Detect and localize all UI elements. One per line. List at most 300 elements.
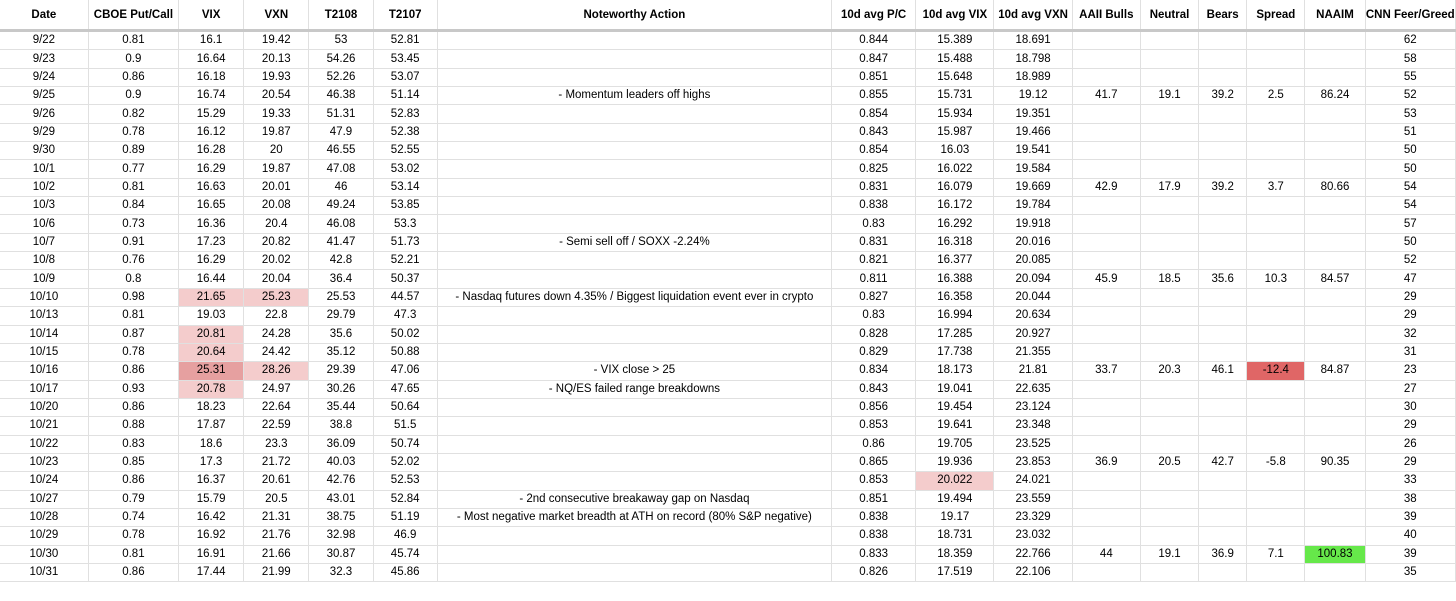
- cell-t2108[interactable]: 35.6: [309, 325, 373, 343]
- cell-aaii-bulls[interactable]: [1072, 197, 1140, 215]
- cell-spread[interactable]: [1247, 215, 1305, 233]
- cell-10d-avg-vix[interactable]: 19.641: [916, 417, 994, 435]
- cell-noteworthy-action[interactable]: [437, 527, 831, 545]
- cell-10d-avg-vix[interactable]: 15.488: [916, 50, 994, 68]
- cell-cboe-put-call[interactable]: 0.78: [88, 527, 178, 545]
- cell-10d-avg-pc[interactable]: 0.838: [832, 527, 916, 545]
- cell-cboe-put-call[interactable]: 0.85: [88, 453, 178, 471]
- cell-10d-avg-vxn[interactable]: 20.044: [994, 288, 1072, 306]
- cell-vix[interactable]: 20.81: [179, 325, 244, 343]
- cell-noteworthy-action[interactable]: [437, 453, 831, 471]
- cell-spread[interactable]: 3.7: [1247, 178, 1305, 196]
- cell-t2107[interactable]: 46.9: [373, 527, 437, 545]
- cell-cboe-put-call[interactable]: 0.82: [88, 105, 178, 123]
- cell-cboe-put-call[interactable]: 0.81: [88, 31, 178, 50]
- cell-bears[interactable]: [1199, 380, 1247, 398]
- cell-vix[interactable]: 21.65: [179, 288, 244, 306]
- cell-aaii-bulls[interactable]: [1072, 68, 1140, 86]
- cell-cboe-put-call[interactable]: 0.84: [88, 197, 178, 215]
- cell-10d-avg-vxn[interactable]: 22.766: [994, 545, 1072, 563]
- col-header-bears[interactable]: Bears: [1199, 0, 1247, 31]
- cell-naaim[interactable]: [1305, 288, 1365, 306]
- cell-cnn-fear-greed[interactable]: 47: [1365, 270, 1455, 288]
- cell-cnn-fear-greed[interactable]: 29: [1365, 417, 1455, 435]
- cell-cnn-fear-greed[interactable]: 40: [1365, 527, 1455, 545]
- cell-noteworthy-action[interactable]: [437, 197, 831, 215]
- cell-neutral[interactable]: [1140, 288, 1198, 306]
- cell-naaim[interactable]: [1305, 472, 1365, 490]
- cell-vxn[interactable]: 19.33: [244, 105, 309, 123]
- cell-10d-avg-pc[interactable]: 0.851: [832, 68, 916, 86]
- cell-vix[interactable]: 16.92: [179, 527, 244, 545]
- cell-10d-avg-pc[interactable]: 0.854: [832, 105, 916, 123]
- cell-spread[interactable]: [1247, 197, 1305, 215]
- cell-neutral[interactable]: [1140, 160, 1198, 178]
- cell-vix[interactable]: 16.65: [179, 197, 244, 215]
- cell-t2107[interactable]: 52.55: [373, 142, 437, 160]
- cell-10d-avg-vix[interactable]: 16.079: [916, 178, 994, 196]
- cell-date[interactable]: 9/24: [0, 68, 88, 86]
- cell-aaii-bulls[interactable]: [1072, 325, 1140, 343]
- cell-cnn-fear-greed[interactable]: 50: [1365, 233, 1455, 251]
- cell-cnn-fear-greed[interactable]: 38: [1365, 490, 1455, 508]
- cell-cnn-fear-greed[interactable]: 31: [1365, 343, 1455, 361]
- cell-10d-avg-pc[interactable]: 0.828: [832, 325, 916, 343]
- cell-date[interactable]: 9/30: [0, 142, 88, 160]
- cell-10d-avg-pc[interactable]: 0.83: [832, 307, 916, 325]
- cell-t2107[interactable]: 52.53: [373, 472, 437, 490]
- cell-vxn[interactable]: 20.04: [244, 270, 309, 288]
- cell-bears[interactable]: 42.7: [1199, 453, 1247, 471]
- cell-cnn-fear-greed[interactable]: 52: [1365, 252, 1455, 270]
- cell-vix[interactable]: 16.36: [179, 215, 244, 233]
- cell-naaim[interactable]: 84.87: [1305, 362, 1365, 380]
- cell-spread[interactable]: [1247, 435, 1305, 453]
- cell-cnn-fear-greed[interactable]: 39: [1365, 545, 1455, 563]
- cell-10d-avg-vix[interactable]: 16.292: [916, 215, 994, 233]
- cell-cboe-put-call[interactable]: 0.83: [88, 435, 178, 453]
- cell-cboe-put-call[interactable]: 0.73: [88, 215, 178, 233]
- cell-cboe-put-call[interactable]: 0.8: [88, 270, 178, 288]
- cell-aaii-bulls[interactable]: [1072, 252, 1140, 270]
- cell-bears[interactable]: 39.2: [1199, 178, 1247, 196]
- cell-vix[interactable]: 16.74: [179, 87, 244, 105]
- cell-aaii-bulls[interactable]: 36.9: [1072, 453, 1140, 471]
- cell-10d-avg-vix[interactable]: 19.17: [916, 508, 994, 526]
- cell-10d-avg-pc[interactable]: 0.853: [832, 417, 916, 435]
- cell-naaim[interactable]: [1305, 142, 1365, 160]
- cell-cboe-put-call[interactable]: 0.86: [88, 563, 178, 581]
- cell-aaii-bulls[interactable]: [1072, 123, 1140, 141]
- cell-bears[interactable]: [1199, 31, 1247, 50]
- cell-10d-avg-pc[interactable]: 0.855: [832, 87, 916, 105]
- cell-aaii-bulls[interactable]: 41.7: [1072, 87, 1140, 105]
- cell-aaii-bulls[interactable]: 33.7: [1072, 362, 1140, 380]
- cell-10d-avg-vix[interactable]: 17.285: [916, 325, 994, 343]
- cell-10d-avg-vix[interactable]: 15.389: [916, 31, 994, 50]
- cell-10d-avg-vix[interactable]: 16.358: [916, 288, 994, 306]
- cell-t2107[interactable]: 50.37: [373, 270, 437, 288]
- cell-10d-avg-pc[interactable]: 0.83: [832, 215, 916, 233]
- cell-10d-avg-pc[interactable]: 0.831: [832, 178, 916, 196]
- cell-t2108[interactable]: 46.38: [309, 87, 373, 105]
- cell-vxn[interactable]: 24.97: [244, 380, 309, 398]
- cell-cnn-fear-greed[interactable]: 39: [1365, 508, 1455, 526]
- cell-neutral[interactable]: [1140, 31, 1198, 50]
- cell-vix[interactable]: 17.44: [179, 563, 244, 581]
- col-header-10d-avg-vix[interactable]: 10d avg VIX: [916, 0, 994, 31]
- cell-spread[interactable]: 10.3: [1247, 270, 1305, 288]
- cell-10d-avg-vxn[interactable]: 19.12: [994, 87, 1072, 105]
- cell-noteworthy-action[interactable]: - 2nd consecutive breakaway gap on Nasdaq: [437, 490, 831, 508]
- cell-cboe-put-call[interactable]: 0.86: [88, 362, 178, 380]
- cell-10d-avg-vix[interactable]: 16.022: [916, 160, 994, 178]
- cell-cboe-put-call[interactable]: 0.76: [88, 252, 178, 270]
- cell-cboe-put-call[interactable]: 0.86: [88, 472, 178, 490]
- cell-t2107[interactable]: 51.73: [373, 233, 437, 251]
- cell-noteworthy-action[interactable]: [437, 31, 831, 50]
- cell-vix[interactable]: 16.91: [179, 545, 244, 563]
- cell-10d-avg-vxn[interactable]: 18.989: [994, 68, 1072, 86]
- cell-t2107[interactable]: 53.14: [373, 178, 437, 196]
- cell-t2107[interactable]: 53.85: [373, 197, 437, 215]
- col-header-10d-avg-vxn[interactable]: 10d avg VXN: [994, 0, 1072, 31]
- cell-bears[interactable]: [1199, 508, 1247, 526]
- cell-t2108[interactable]: 30.87: [309, 545, 373, 563]
- cell-noteworthy-action[interactable]: - Most negative market breadth at ATH on record (80% S&P negative): [437, 508, 831, 526]
- cell-cnn-fear-greed[interactable]: 54: [1365, 178, 1455, 196]
- cell-10d-avg-vix[interactable]: 17.738: [916, 343, 994, 361]
- cell-date[interactable]: 10/10: [0, 288, 88, 306]
- cell-cnn-fear-greed[interactable]: 26: [1365, 435, 1455, 453]
- cell-cboe-put-call[interactable]: 0.89: [88, 142, 178, 160]
- col-header-cnn-fear-greed[interactable]: CNN Feer/Greed: [1365, 0, 1455, 31]
- cell-aaii-bulls[interactable]: [1072, 563, 1140, 581]
- cell-vxn[interactable]: 19.87: [244, 160, 309, 178]
- cell-t2108[interactable]: 47.08: [309, 160, 373, 178]
- col-header-t2108[interactable]: T2108: [309, 0, 373, 31]
- cell-vxn[interactable]: 19.87: [244, 123, 309, 141]
- cell-noteworthy-action[interactable]: [437, 50, 831, 68]
- col-header-neutral[interactable]: Neutral: [1140, 0, 1198, 31]
- cell-naaim[interactable]: [1305, 508, 1365, 526]
- cell-vix[interactable]: 16.37: [179, 472, 244, 490]
- col-header-10d-avg-pc[interactable]: 10d avg P/C: [832, 0, 916, 31]
- cell-date[interactable]: 10/3: [0, 197, 88, 215]
- cell-neutral[interactable]: [1140, 68, 1198, 86]
- cell-neutral[interactable]: [1140, 380, 1198, 398]
- cell-10d-avg-pc[interactable]: 0.853: [832, 472, 916, 490]
- cell-neutral[interactable]: [1140, 508, 1198, 526]
- cell-spread[interactable]: [1247, 252, 1305, 270]
- cell-cnn-fear-greed[interactable]: 57: [1365, 215, 1455, 233]
- cell-aaii-bulls[interactable]: [1072, 307, 1140, 325]
- cell-vix[interactable]: 16.18: [179, 68, 244, 86]
- cell-naaim[interactable]: [1305, 68, 1365, 86]
- cell-10d-avg-pc[interactable]: 0.826: [832, 563, 916, 581]
- cell-bears[interactable]: [1199, 142, 1247, 160]
- cell-bears[interactable]: [1199, 490, 1247, 508]
- cell-10d-avg-vxn[interactable]: 19.541: [994, 142, 1072, 160]
- cell-spread[interactable]: [1247, 563, 1305, 581]
- cell-date[interactable]: 10/9: [0, 270, 88, 288]
- cell-date[interactable]: 10/29: [0, 527, 88, 545]
- cell-noteworthy-action[interactable]: [437, 252, 831, 270]
- cell-naaim[interactable]: [1305, 160, 1365, 178]
- cell-naaim[interactable]: [1305, 197, 1365, 215]
- cell-vxn[interactable]: 21.99: [244, 563, 309, 581]
- cell-noteworthy-action[interactable]: - NQ/ES failed range breakdowns: [437, 380, 831, 398]
- cell-vxn[interactable]: 20.5: [244, 490, 309, 508]
- cell-cnn-fear-greed[interactable]: 32: [1365, 325, 1455, 343]
- cell-t2107[interactable]: 53.45: [373, 50, 437, 68]
- cell-cnn-fear-greed[interactable]: 55: [1365, 68, 1455, 86]
- cell-aaii-bulls[interactable]: [1072, 160, 1140, 178]
- cell-t2108[interactable]: 46.08: [309, 215, 373, 233]
- cell-10d-avg-pc[interactable]: 0.827: [832, 288, 916, 306]
- cell-date[interactable]: 10/16: [0, 362, 88, 380]
- cell-vix[interactable]: 20.78: [179, 380, 244, 398]
- cell-date[interactable]: 10/31: [0, 563, 88, 581]
- cell-noteworthy-action[interactable]: [437, 325, 831, 343]
- cell-aaii-bulls[interactable]: [1072, 472, 1140, 490]
- cell-bears[interactable]: [1199, 325, 1247, 343]
- cell-cnn-fear-greed[interactable]: 33: [1365, 472, 1455, 490]
- cell-bears[interactable]: [1199, 123, 1247, 141]
- cell-noteworthy-action[interactable]: [437, 343, 831, 361]
- cell-vxn[interactable]: 22.59: [244, 417, 309, 435]
- cell-t2108[interactable]: 54.26: [309, 50, 373, 68]
- cell-t2108[interactable]: 25.53: [309, 288, 373, 306]
- cell-spread[interactable]: [1247, 508, 1305, 526]
- cell-neutral[interactable]: 19.1: [1140, 545, 1198, 563]
- cell-date[interactable]: 9/26: [0, 105, 88, 123]
- cell-noteworthy-action[interactable]: [437, 417, 831, 435]
- cell-spread[interactable]: [1247, 68, 1305, 86]
- cell-bears[interactable]: [1199, 233, 1247, 251]
- cell-neutral[interactable]: [1140, 50, 1198, 68]
- cell-t2108[interactable]: 53: [309, 31, 373, 50]
- cell-vix[interactable]: 18.6: [179, 435, 244, 453]
- cell-t2107[interactable]: 51.19: [373, 508, 437, 526]
- cell-date[interactable]: 10/21: [0, 417, 88, 435]
- cell-10d-avg-pc[interactable]: 0.843: [832, 123, 916, 141]
- cell-10d-avg-pc[interactable]: 0.851: [832, 490, 916, 508]
- cell-noteworthy-action[interactable]: - VIX close > 25: [437, 362, 831, 380]
- cell-t2108[interactable]: 40.03: [309, 453, 373, 471]
- cell-t2108[interactable]: 52.26: [309, 68, 373, 86]
- cell-aaii-bulls[interactable]: [1072, 215, 1140, 233]
- cell-bears[interactable]: [1199, 197, 1247, 215]
- cell-noteworthy-action[interactable]: [437, 435, 831, 453]
- cell-vix[interactable]: 16.12: [179, 123, 244, 141]
- cell-10d-avg-pc[interactable]: 0.843: [832, 380, 916, 398]
- cell-vix[interactable]: 16.1: [179, 31, 244, 50]
- cell-naaim[interactable]: [1305, 123, 1365, 141]
- cell-10d-avg-pc[interactable]: 0.825: [832, 160, 916, 178]
- cell-10d-avg-vxn[interactable]: 23.559: [994, 490, 1072, 508]
- cell-bears[interactable]: 46.1: [1199, 362, 1247, 380]
- cell-bears[interactable]: 36.9: [1199, 545, 1247, 563]
- cell-naaim[interactable]: 84.57: [1305, 270, 1365, 288]
- cell-cnn-fear-greed[interactable]: 29: [1365, 288, 1455, 306]
- cell-cnn-fear-greed[interactable]: 53: [1365, 105, 1455, 123]
- cell-spread[interactable]: [1247, 31, 1305, 50]
- cell-10d-avg-vix[interactable]: 16.994: [916, 307, 994, 325]
- cell-10d-avg-pc[interactable]: 0.844: [832, 31, 916, 50]
- cell-neutral[interactable]: [1140, 417, 1198, 435]
- cell-spread[interactable]: [1247, 50, 1305, 68]
- cell-vix[interactable]: 15.79: [179, 490, 244, 508]
- cell-spread[interactable]: [1247, 398, 1305, 416]
- cell-bears[interactable]: [1199, 252, 1247, 270]
- cell-noteworthy-action[interactable]: - Semi sell off / SOXX -2.24%: [437, 233, 831, 251]
- col-header-t2107[interactable]: T2107: [373, 0, 437, 31]
- cell-10d-avg-vix[interactable]: 19.705: [916, 435, 994, 453]
- cell-bears[interactable]: [1199, 417, 1247, 435]
- col-header-cboe-put-call[interactable]: CBOE Put/Call: [88, 0, 178, 31]
- cell-neutral[interactable]: [1140, 435, 1198, 453]
- cell-naaim[interactable]: 86.24: [1305, 87, 1365, 105]
- col-header-noteworthy-action[interactable]: Noteworthy Action: [437, 0, 831, 31]
- cell-date[interactable]: 10/6: [0, 215, 88, 233]
- cell-vxn[interactable]: 24.28: [244, 325, 309, 343]
- cell-aaii-bulls[interactable]: [1072, 398, 1140, 416]
- cell-naaim[interactable]: [1305, 435, 1365, 453]
- cell-vix[interactable]: 25.31: [179, 362, 244, 380]
- cell-t2107[interactable]: 44.57: [373, 288, 437, 306]
- cell-noteworthy-action[interactable]: [437, 472, 831, 490]
- cell-10d-avg-vix[interactable]: 15.987: [916, 123, 994, 141]
- cell-spread[interactable]: 7.1: [1247, 545, 1305, 563]
- cell-vxn[interactable]: 20.01: [244, 178, 309, 196]
- cell-t2108[interactable]: 49.24: [309, 197, 373, 215]
- cell-10d-avg-vxn[interactable]: 18.691: [994, 31, 1072, 50]
- cell-cboe-put-call[interactable]: 0.91: [88, 233, 178, 251]
- cell-naaim[interactable]: [1305, 527, 1365, 545]
- cell-10d-avg-pc[interactable]: 0.821: [832, 252, 916, 270]
- cell-aaii-bulls[interactable]: [1072, 288, 1140, 306]
- cell-t2107[interactable]: 47.06: [373, 362, 437, 380]
- cell-cboe-put-call[interactable]: 0.78: [88, 123, 178, 141]
- cell-10d-avg-vxn[interactable]: 24.021: [994, 472, 1072, 490]
- cell-cnn-fear-greed[interactable]: 30: [1365, 398, 1455, 416]
- cell-bears[interactable]: [1199, 160, 1247, 178]
- cell-t2108[interactable]: 35.12: [309, 343, 373, 361]
- cell-neutral[interactable]: 19.1: [1140, 87, 1198, 105]
- cell-neutral[interactable]: 17.9: [1140, 178, 1198, 196]
- cell-vxn[interactable]: 25.23: [244, 288, 309, 306]
- cell-bears[interactable]: [1199, 435, 1247, 453]
- cell-t2107[interactable]: 52.83: [373, 105, 437, 123]
- cell-neutral[interactable]: [1140, 233, 1198, 251]
- cell-cboe-put-call[interactable]: 0.93: [88, 380, 178, 398]
- cell-t2107[interactable]: 47.65: [373, 380, 437, 398]
- cell-t2108[interactable]: 43.01: [309, 490, 373, 508]
- cell-cboe-put-call[interactable]: 0.9: [88, 50, 178, 68]
- cell-cnn-fear-greed[interactable]: 54: [1365, 197, 1455, 215]
- cell-t2107[interactable]: 50.64: [373, 398, 437, 416]
- cell-spread[interactable]: [1247, 472, 1305, 490]
- cell-10d-avg-vix[interactable]: 16.318: [916, 233, 994, 251]
- cell-spread[interactable]: [1247, 527, 1305, 545]
- cell-cnn-fear-greed[interactable]: 35: [1365, 563, 1455, 581]
- cell-bears[interactable]: [1199, 215, 1247, 233]
- cell-10d-avg-vxn[interactable]: 22.106: [994, 563, 1072, 581]
- cell-t2108[interactable]: 35.44: [309, 398, 373, 416]
- cell-cnn-fear-greed[interactable]: 62: [1365, 31, 1455, 50]
- cell-naaim[interactable]: [1305, 343, 1365, 361]
- cell-10d-avg-pc[interactable]: 0.86: [832, 435, 916, 453]
- cell-neutral[interactable]: [1140, 398, 1198, 416]
- cell-aaii-bulls[interactable]: 42.9: [1072, 178, 1140, 196]
- cell-vix[interactable]: 20.64: [179, 343, 244, 361]
- cell-bears[interactable]: [1199, 343, 1247, 361]
- cell-t2108[interactable]: 46.55: [309, 142, 373, 160]
- cell-noteworthy-action[interactable]: [437, 68, 831, 86]
- cell-10d-avg-pc[interactable]: 0.829: [832, 343, 916, 361]
- cell-10d-avg-vxn[interactable]: 19.351: [994, 105, 1072, 123]
- cell-date[interactable]: 10/2: [0, 178, 88, 196]
- cell-neutral[interactable]: [1140, 563, 1198, 581]
- cell-spread[interactable]: 2.5: [1247, 87, 1305, 105]
- cell-noteworthy-action[interactable]: - Nasdaq futures down 4.35% / Biggest liquidation event ever in crypto: [437, 288, 831, 306]
- cell-date[interactable]: 10/22: [0, 435, 88, 453]
- cell-date[interactable]: 10/20: [0, 398, 88, 416]
- cell-cboe-put-call[interactable]: 0.86: [88, 68, 178, 86]
- cell-date[interactable]: 10/1: [0, 160, 88, 178]
- cell-t2108[interactable]: 38.8: [309, 417, 373, 435]
- cell-cnn-fear-greed[interactable]: 58: [1365, 50, 1455, 68]
- cell-neutral[interactable]: 18.5: [1140, 270, 1198, 288]
- cell-vix[interactable]: 19.03: [179, 307, 244, 325]
- cell-spread[interactable]: -12.4: [1247, 362, 1305, 380]
- cell-date[interactable]: 10/27: [0, 490, 88, 508]
- cell-spread[interactable]: [1247, 490, 1305, 508]
- cell-vxn[interactable]: 19.93: [244, 68, 309, 86]
- cell-vix[interactable]: 16.64: [179, 50, 244, 68]
- cell-10d-avg-vxn[interactable]: 23.853: [994, 453, 1072, 471]
- cell-aaii-bulls[interactable]: [1072, 380, 1140, 398]
- cell-t2108[interactable]: 32.3: [309, 563, 373, 581]
- cell-cnn-fear-greed[interactable]: 23: [1365, 362, 1455, 380]
- cell-t2108[interactable]: 51.31: [309, 105, 373, 123]
- cell-10d-avg-pc[interactable]: 0.847: [832, 50, 916, 68]
- cell-10d-avg-vix[interactable]: 19.494: [916, 490, 994, 508]
- cell-t2108[interactable]: 38.75: [309, 508, 373, 526]
- cell-cboe-put-call[interactable]: 0.98: [88, 288, 178, 306]
- cell-cnn-fear-greed[interactable]: 29: [1365, 307, 1455, 325]
- cell-naaim[interactable]: [1305, 417, 1365, 435]
- cell-10d-avg-vxn[interactable]: 20.634: [994, 307, 1072, 325]
- cell-bears[interactable]: 35.6: [1199, 270, 1247, 288]
- cell-t2108[interactable]: 29.79: [309, 307, 373, 325]
- cell-bears[interactable]: [1199, 68, 1247, 86]
- cell-10d-avg-vxn[interactable]: 19.784: [994, 197, 1072, 215]
- cell-t2107[interactable]: 52.81: [373, 31, 437, 50]
- cell-cnn-fear-greed[interactable]: 27: [1365, 380, 1455, 398]
- cell-naaim[interactable]: [1305, 325, 1365, 343]
- cell-10d-avg-vxn[interactable]: 20.085: [994, 252, 1072, 270]
- cell-naaim[interactable]: 90.35: [1305, 453, 1365, 471]
- cell-10d-avg-pc[interactable]: 0.833: [832, 545, 916, 563]
- cell-10d-avg-pc[interactable]: 0.838: [832, 508, 916, 526]
- cell-naaim[interactable]: [1305, 398, 1365, 416]
- cell-spread[interactable]: [1247, 105, 1305, 123]
- cell-10d-avg-vix[interactable]: 19.936: [916, 453, 994, 471]
- cell-cboe-put-call[interactable]: 0.9: [88, 87, 178, 105]
- cell-noteworthy-action[interactable]: - Momentum leaders off highs: [437, 87, 831, 105]
